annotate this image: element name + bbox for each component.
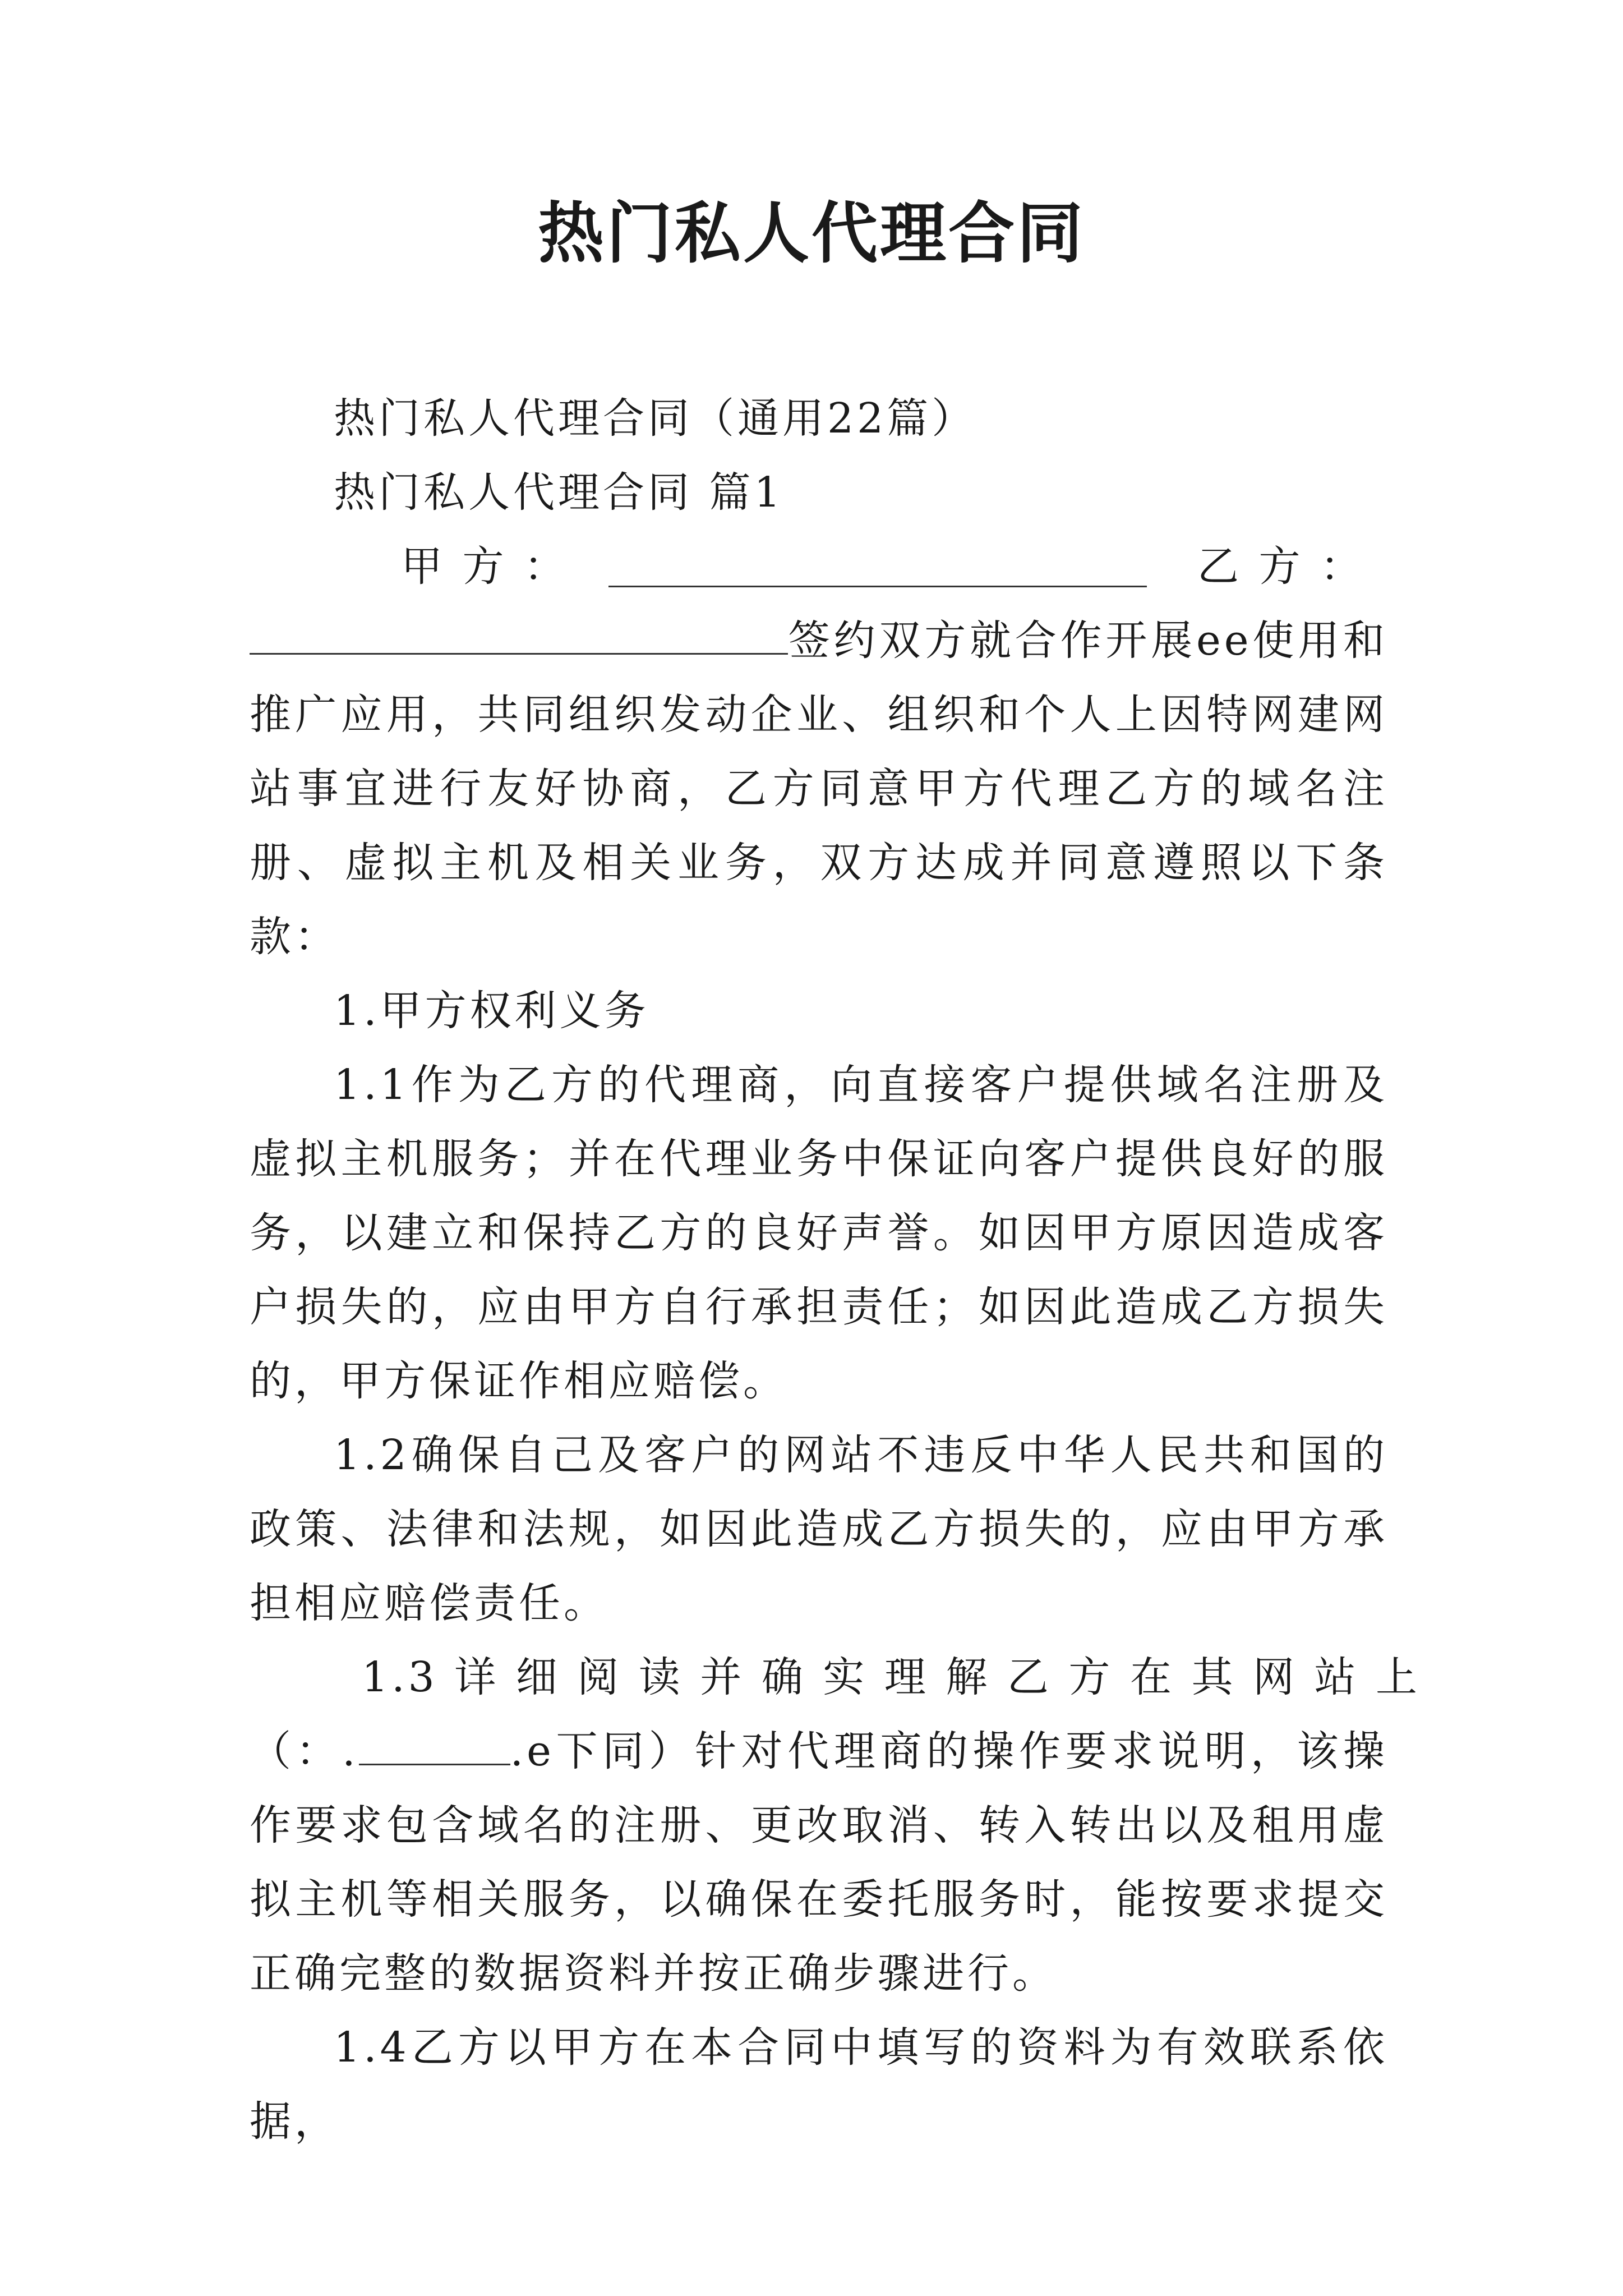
document-subtitle: 热门私人代理合同（通用22篇） xyxy=(334,394,977,443)
clause-1-3-rest: .e下同）针对代理商的操作要求说明，该操作要求包含域名的注册、更改取消、转入转出以及租用虚拟主机等相关服务，以确保在委托服务时，能按要求提交正确完整的数据资料并按正确步骤进行。 xyxy=(250,1727,1388,1998)
intro-text: 签约双方就合作开展ee使用和推广应用，共同组织发动企业、组织和个人上因特网建网站事宜进行友好协商，乙方同意甲方代理乙方的域名注册、虚拟主机及相关业务，双方达成并同意遵照以下条款： xyxy=(250,616,1388,961)
document-title: 热门私人代理合同 xyxy=(537,194,1085,272)
party-b-label: 乙 方 ： xyxy=(1197,542,1366,591)
document-body xyxy=(250,381,1421,2159)
url-blank xyxy=(359,1719,510,1765)
intro-paragraph xyxy=(250,604,1388,974)
party-a-label: 甲 方 ： xyxy=(401,542,569,591)
clause-1-3-body xyxy=(250,1714,1388,2010)
clause-1-4: 1.4乙方以甲方在本合同中填写的资料为有效联系依据， xyxy=(250,2023,1388,2146)
section-heading: 热门私人代理合同 篇1 xyxy=(334,468,784,517)
clause-1-3-start: 1.3 详 细 阅 读 并 确 实 理 解 乙 方 在 其 网 站 上 xyxy=(362,1653,1421,1701)
party-b-blank xyxy=(250,608,788,655)
clause-1-2: 1.2确保自己及客户的网站不违反中华人民共和国的政策、法律和法规，如因此造成乙方损失的，应由甲方承担相应赔偿责任。 xyxy=(250,1431,1388,1627)
clause-1-3-prefix: （：. xyxy=(250,1727,359,1775)
party-a-blank xyxy=(608,541,1147,587)
clause-1-heading: 1.甲方权利义务 xyxy=(334,987,649,1035)
party-line xyxy=(250,530,1388,604)
clause-1-1: 1.1作为乙方的代理商，向直接客户提供域名注册及虚拟主机服务；并在代理业务中保证向客户提供良好的服务，以建立和保持乙方的良好声誉。如因甲方原因造成客户损失的，应由甲方自行承担责任；如因此造成乙方损失的，甲方保证作相应赔偿。 xyxy=(250,1061,1388,1405)
